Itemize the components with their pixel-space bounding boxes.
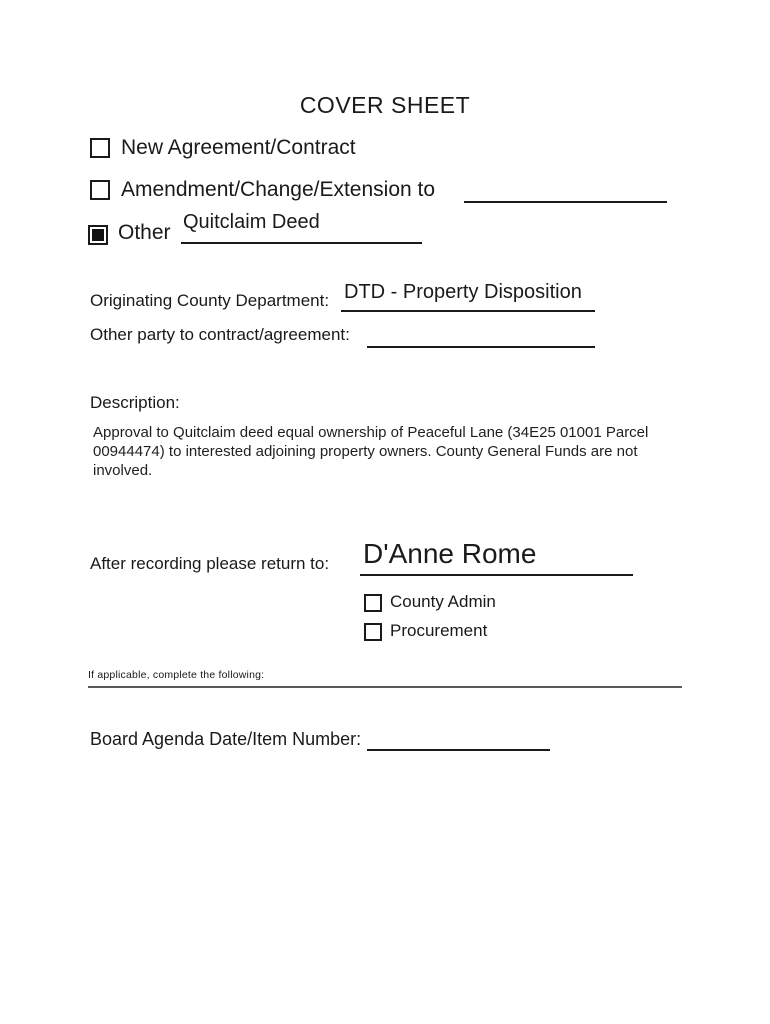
procurement-label: Procurement (390, 621, 488, 640)
originating-department-line[interactable] (341, 310, 595, 312)
amendment-fill-line[interactable] (464, 201, 667, 203)
page-title: COVER SHEET (299, 92, 471, 118)
return-to-value[interactable]: D'Anne Rome (363, 538, 537, 569)
originating-department-value[interactable]: DTD - Property Disposition (344, 281, 582, 303)
conditional-note: If applicable, complete the following: (88, 669, 265, 681)
other-party-line[interactable] (367, 346, 595, 348)
other-checkbox[interactable] (88, 225, 108, 245)
other-fill-value[interactable]: Quitclaim Deed (183, 211, 320, 233)
description-value[interactable]: Approval to Quitclaim deed equal ownership of Peaceful Lane (34E25 01001 Parcel 00944474) to interested adjoining property owners. County General Funds are not involved. (93, 424, 649, 479)
return-to-line[interactable] (360, 574, 633, 576)
new-agreement-label: New Agreement/Contract (121, 136, 356, 159)
section-divider (88, 686, 682, 688)
new-agreement-checkbox[interactable] (90, 138, 110, 158)
other-fill-line[interactable] (181, 242, 422, 244)
board-agenda-label: Board Agenda Date/Item Number: (90, 729, 362, 749)
return-to-label: After recording please return to: (90, 554, 330, 573)
other-party-label: Other party to contract/agreement: (90, 325, 350, 344)
description-label: Description: (90, 393, 180, 412)
county-admin-checkbox[interactable] (364, 594, 382, 612)
other-label: Other (118, 221, 171, 244)
county-admin-label: County Admin (390, 592, 496, 611)
originating-department-label: Originating County Department: (90, 291, 330, 310)
amendment-label: Amendment/Change/Extension to (121, 178, 436, 201)
board-agenda-line[interactable] (367, 749, 550, 751)
amendment-checkbox[interactable] (90, 180, 110, 200)
procurement-checkbox[interactable] (364, 623, 382, 641)
